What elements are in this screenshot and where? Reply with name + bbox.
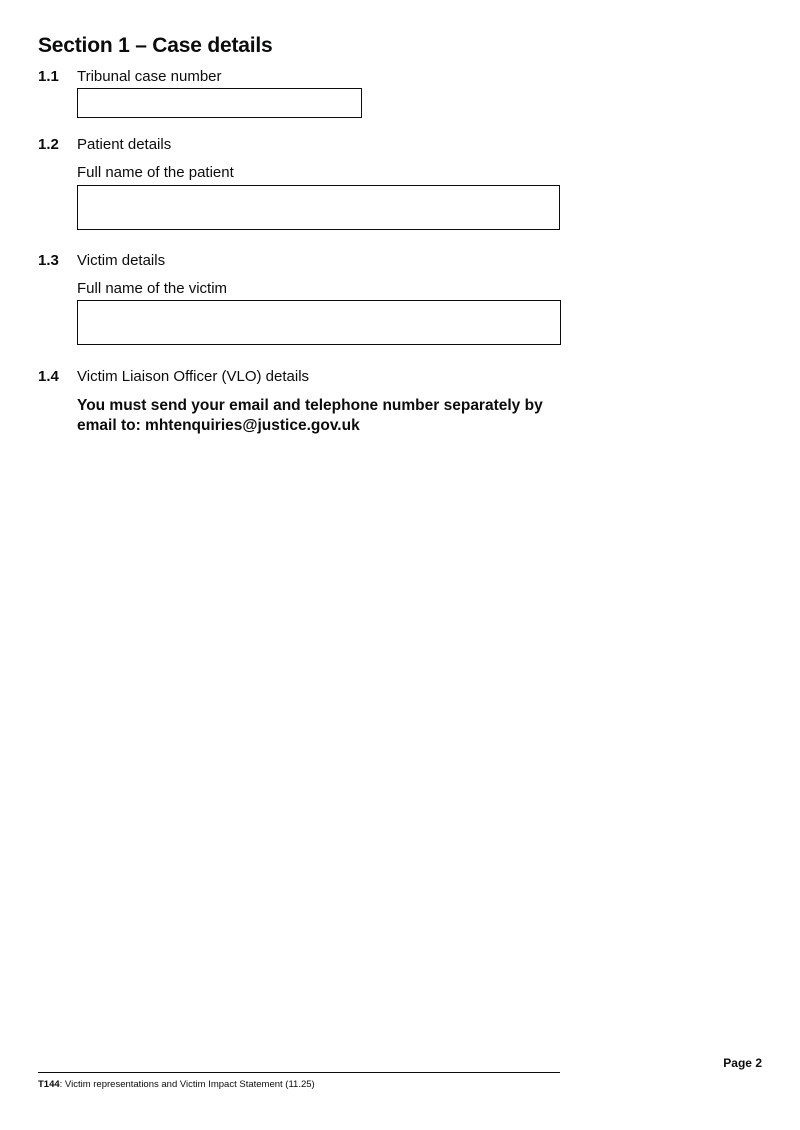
footer-form-reference [38,1079,315,1090]
question-number-1-3: 1.3 [38,252,59,269]
tribunal-case-number-input[interactable] [77,88,362,118]
form-code: T144 [38,1079,60,1090]
patient-details-label: Patient details [77,136,172,153]
footer-divider [38,1072,560,1073]
victim-full-name-input[interactable] [77,300,561,345]
patient-full-name-label: Full name of the patient [77,164,234,181]
patient-full-name-input[interactable] [77,185,560,230]
vlo-contact-note: You must send your email and telephone number separately by email to: mhtenquiries@justice.gov.uk [77,397,543,434]
victim-details-label: Victim details [77,252,166,269]
question-number-1-2: 1.2 [38,136,59,153]
question-number-1-1: 1.1 [38,68,59,85]
form-title: : Victim representations and Victim Impact Statement (11.25) [59,1079,315,1090]
vlo-details-label: Victim Liaison Officer (VLO) details [77,368,310,385]
tribunal-case-number-label: Tribunal case number [77,68,222,85]
page-number: Page 2 [723,1056,762,1070]
victim-full-name-label: Full name of the victim [77,280,228,297]
section-title: Section 1 – Case details [38,34,273,57]
question-number-1-4: 1.4 [38,368,59,385]
